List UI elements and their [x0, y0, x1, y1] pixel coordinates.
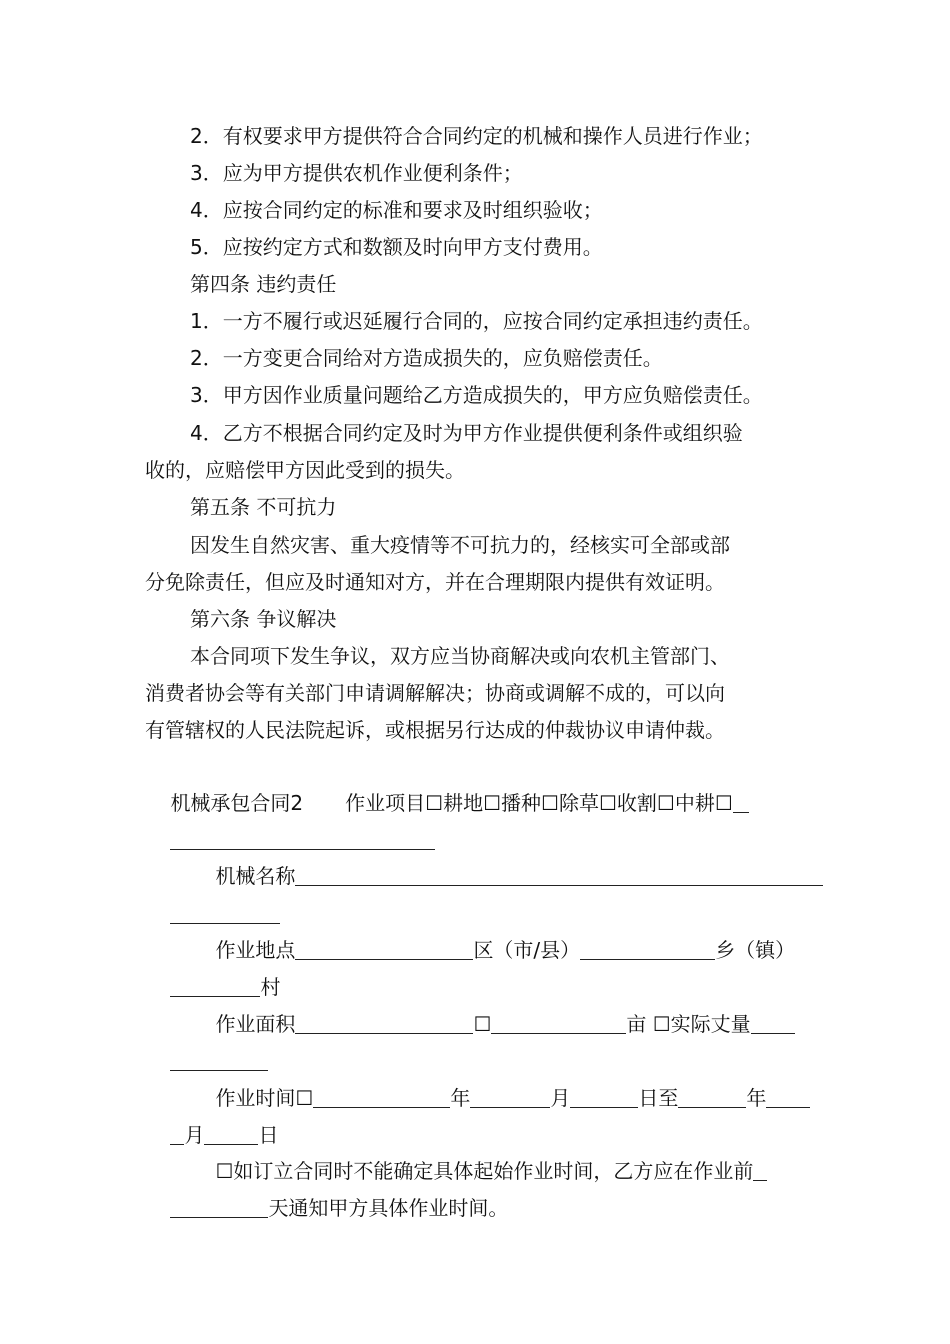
notice-row-cont	[145, 1154, 810, 1220]
area-checkbox[interactable]: ☐	[473, 1012, 492, 1036]
end-month-blank-cont[interactable]	[170, 1122, 184, 1145]
article-4-item-4-cont: 收的，应赔偿甲方因此受到的损失。	[145, 458, 465, 482]
area-row	[190, 970, 855, 1036]
end-year-label: 年	[746, 1086, 767, 1110]
notice-text: ☐如订立合同时不能确定具体起始作业时间，乙方应在作业前	[215, 1159, 754, 1183]
location-label: 作业地点	[215, 938, 296, 962]
start-year-label: 年	[450, 1086, 471, 1110]
article-4-item-3: 3．甲方因作业质量问题给乙方造成损失的，甲方应负赔偿责任。	[190, 383, 763, 407]
end-day-label: 日	[258, 1123, 279, 1147]
article-6-line-3: 有管辖权的人民法院起诉，或根据另行达成的仲裁协议申请仲裁。	[145, 718, 725, 742]
notice-days-blank-cont[interactable]	[170, 1195, 268, 1218]
area-label: 作业面积	[215, 1012, 296, 1036]
machine-name-row	[190, 822, 855, 888]
notice-row	[190, 1117, 855, 1183]
machine-name-label: 机械名称	[215, 864, 296, 888]
work-items-label: 作业项目☐耕地☐播种☐除草☐收割☐中耕☐	[345, 791, 733, 815]
contract-2-title-row	[145, 749, 810, 815]
district-label: 区（市/县）	[473, 938, 581, 962]
article-5-line-1: 因发生自然灾害、重大疫情等不可抗力的，经核实可全部或部	[190, 533, 730, 557]
obligation-item-5: 5．应按约定方式和数额及时向甲方支付费用。	[190, 235, 603, 259]
contract-2-title: 机械承包合同2	[170, 791, 304, 815]
village-row	[145, 933, 810, 999]
time-row-cont	[145, 1081, 810, 1147]
area-mu-actual: 亩 ☐实际丈量	[626, 1012, 751, 1036]
article-6-line-1: 本合同项下发生争议，双方应当协商解决或向农机主管部门、	[190, 644, 730, 668]
time-row	[190, 1044, 855, 1110]
work-items-blank-row	[145, 786, 810, 822]
article-6-line-2: 消费者协会等有关部门申请调解解决；协商或调解不成的，可以向	[145, 681, 725, 705]
article-4-heading: 第四条 违约责任	[190, 272, 337, 296]
obligation-item-4: 4．应按合同约定的标准和要求及时组织验收；	[190, 198, 603, 222]
start-month-label: 月	[550, 1086, 571, 1110]
location-row	[190, 896, 855, 962]
obligation-item-3: 3．应为甲方提供农机作业便利条件；	[190, 161, 523, 185]
village-label: 村	[260, 975, 281, 999]
area-blank-row	[145, 1007, 810, 1043]
machine-name-blank-row	[145, 860, 810, 896]
notice-text-cont: 天通知甲方具体作业时间。	[268, 1196, 509, 1220]
article-6-heading: 第六条 争议解决	[190, 607, 337, 631]
article-5-heading: 第五条 不可抗力	[190, 495, 337, 519]
time-label: 作业时间☐	[215, 1086, 314, 1110]
article-4-item-2: 2．一方变更合同给对方造成损失的，应负赔偿责任。	[190, 346, 663, 370]
article-5-line-2: 分免除责任，但应及时通知对方，并在合理期限内提供有效证明。	[145, 570, 725, 594]
start-day-label: 日至	[638, 1086, 679, 1110]
end-month-label: 月	[184, 1123, 205, 1147]
article-4-item-4: 4．乙方不根据合同约定及时为甲方作业提供便利条件或组织验	[190, 421, 743, 445]
township-label: 乡（镇）	[715, 938, 796, 962]
article-4-item-1: 1．一方不履行或迟延履行合同的，应按合同约定承担违约责任。	[190, 309, 763, 333]
obligation-item-2: 2．有权要求甲方提供符合合同约定的机械和操作人员进行作业；	[190, 124, 763, 148]
